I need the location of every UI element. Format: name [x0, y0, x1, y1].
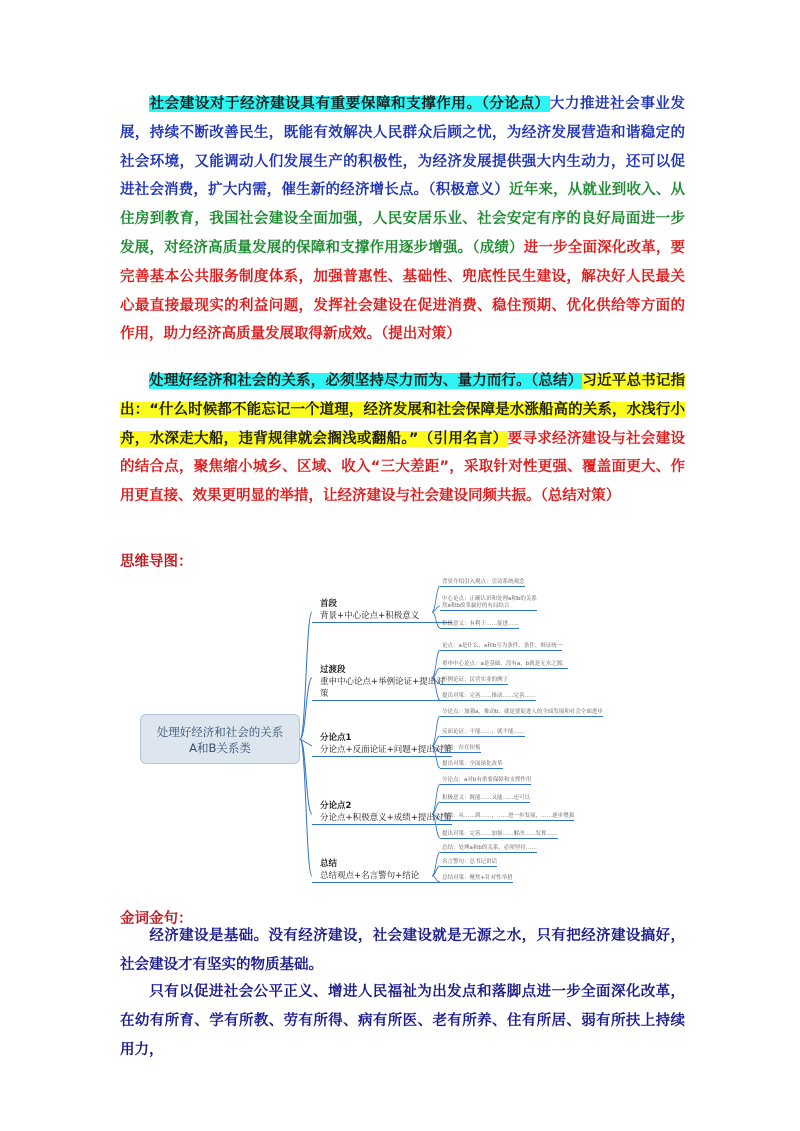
p1-sub-argument: 社会建设对于经济建设具有重要保障和支撑作用。（分论点） — [149, 96, 550, 112]
paragraph-2 — [120, 367, 685, 511]
p1-countermeasures: 进一步全面深化改革，要完善基本公共服务制度体系，加强普惠性、基础性、兜底性民生建设，解决好人民最关心最直接最现实的利益问题，发挥社会建设在促进消费、稳住预期、优化供给等方面的作用，助力经济高质量发展取得新成效。（提出对策） — [120, 239, 686, 343]
p2-countermeasures: 要寻求经济建设与社会建设的结合点，聚焦缩小城乡、区域、收入“三大差距”，采取针对性更强、覆盖面更大、作用更直接、效果更明显的举措，让经济建设与社会建设同频共振。（总结对策） — [120, 430, 686, 505]
p1-achievements: 近年来，从就业到收入、从住房到教育，我国社会建设全面加强，人民安居乐业、社会安定有序的良好局面进一步发展，对经济高质量发展的保障和支撑作用逐步增强。（成绩） — [120, 182, 685, 256]
mm-leaf: 论点：a是什么、a和b互为条件、条件、辩证统一 — [442, 643, 563, 649]
mm-leaf: 名言警句：总书记讲话 — [442, 859, 498, 865]
mm-leaf: 提出对策：完善……推动……完善…… — [442, 693, 536, 699]
p2-quotation: 习近平总书记指出：“什么时候都不能忘记一个道理，经济发展和社会保障是水涨船高的关系，水浅行小舟，水深走大船，违背规律就会搁浅或翻船。”（引用名言） — [120, 373, 686, 447]
mindmap-heading: 思维导图： — [120, 554, 193, 570]
mm-leaf: 中心论点：正确认识和处理a和b的关系 然a和b改革赢好的有局结合 — [442, 596, 537, 609]
mm-leaf: 举例论证：民营实业的例子 — [442, 677, 509, 683]
mm-leaf: 分论点：a对b有重要保障和支撑作用 — [442, 777, 532, 783]
mm-leaf: 成绩：从……到……，……进一步发展，……逐步增强 — [442, 813, 575, 819]
golden-sentences-heading: 金词金句： — [120, 911, 193, 927]
mm-node-conclusion: 总结 总结观点+名言警句+结论 — [312, 858, 452, 883]
mm-leaf: 总结：处理a和b的关系，必须坚持…… — [442, 845, 537, 851]
mm-leaf: 背景介绍引入观点：引诗系统观念 — [442, 579, 525, 585]
mind-map-root: 处理好经济和社会的关系 A和B关系类 — [140, 714, 300, 764]
mm-leaf: 积极意义：有利于……促进…… — [442, 621, 520, 627]
mm-leaf: 提出对策：完善……加强……解决……发挥…… — [442, 831, 558, 837]
mm-leaf: 重申中心论点：a是基础，没有a，b就是无水之源。 — [442, 661, 568, 667]
p1-significance: 大力推进社会事业发展，持续不断改善民生，既能有效解决人民群众后顾之忧，为经济发展营造和谐稳定的社会环境，又能调动人们发展生产的积极性，为经济发展提供强大内生动力，还可以促进社会消费，扩大内需，催生新的经济增长点。（积极意义） — [120, 96, 686, 199]
paragraph-1 — [120, 90, 685, 349]
mm-leaf: 分论点：加强a，推动b，就是要促进人的全面发展和社会全面进步 — [442, 709, 603, 715]
mm-node-sub-argument-2: 分论点2 分论点+积极意义+成绩+提出对策 — [312, 800, 452, 825]
mm-node-sub-argument-1: 分论点1 分论点+反面论证+问题+提出对策 — [312, 732, 452, 757]
mm-leaf: 提出对策：全面深化改革 — [442, 761, 503, 767]
mm-leaf: 问题：存在短板 — [442, 745, 481, 751]
mm-leaf: 积极意义：既能……又能……还可以 — [442, 795, 531, 801]
mm-leaf: 反面论证：不能……，就不能…… — [442, 729, 525, 735]
golden-sentence-1: 经济建设是基础。没有经济建设，社会建设就是无源之水，只有把经济建设搞好，社会建设才有坚实的物质基础。 — [120, 928, 685, 973]
golden-sentence-2: 只有以促进社会公平正义、增进人民福祉为出发点和落脚点进一步全面深化改革，在幼有所育、学有所教、劳有所得、病有所医、老有所养、住有所居、弱有所扶上持续用力， — [120, 984, 685, 1058]
mm-node-transition: 过渡段 重申中心论点+举例论证+提出对策 — [312, 664, 452, 701]
p2-summary: 处理好经济和社会的关系，必须坚持尽力而为、量力而行。（总结） — [149, 373, 583, 389]
mm-node-intro: 首段 背景+中心论点+积极意义 — [312, 598, 452, 623]
mm-leaf: 总结对策：聚焦+针对性举措 — [442, 875, 513, 881]
mind-map — [140, 576, 672, 892]
